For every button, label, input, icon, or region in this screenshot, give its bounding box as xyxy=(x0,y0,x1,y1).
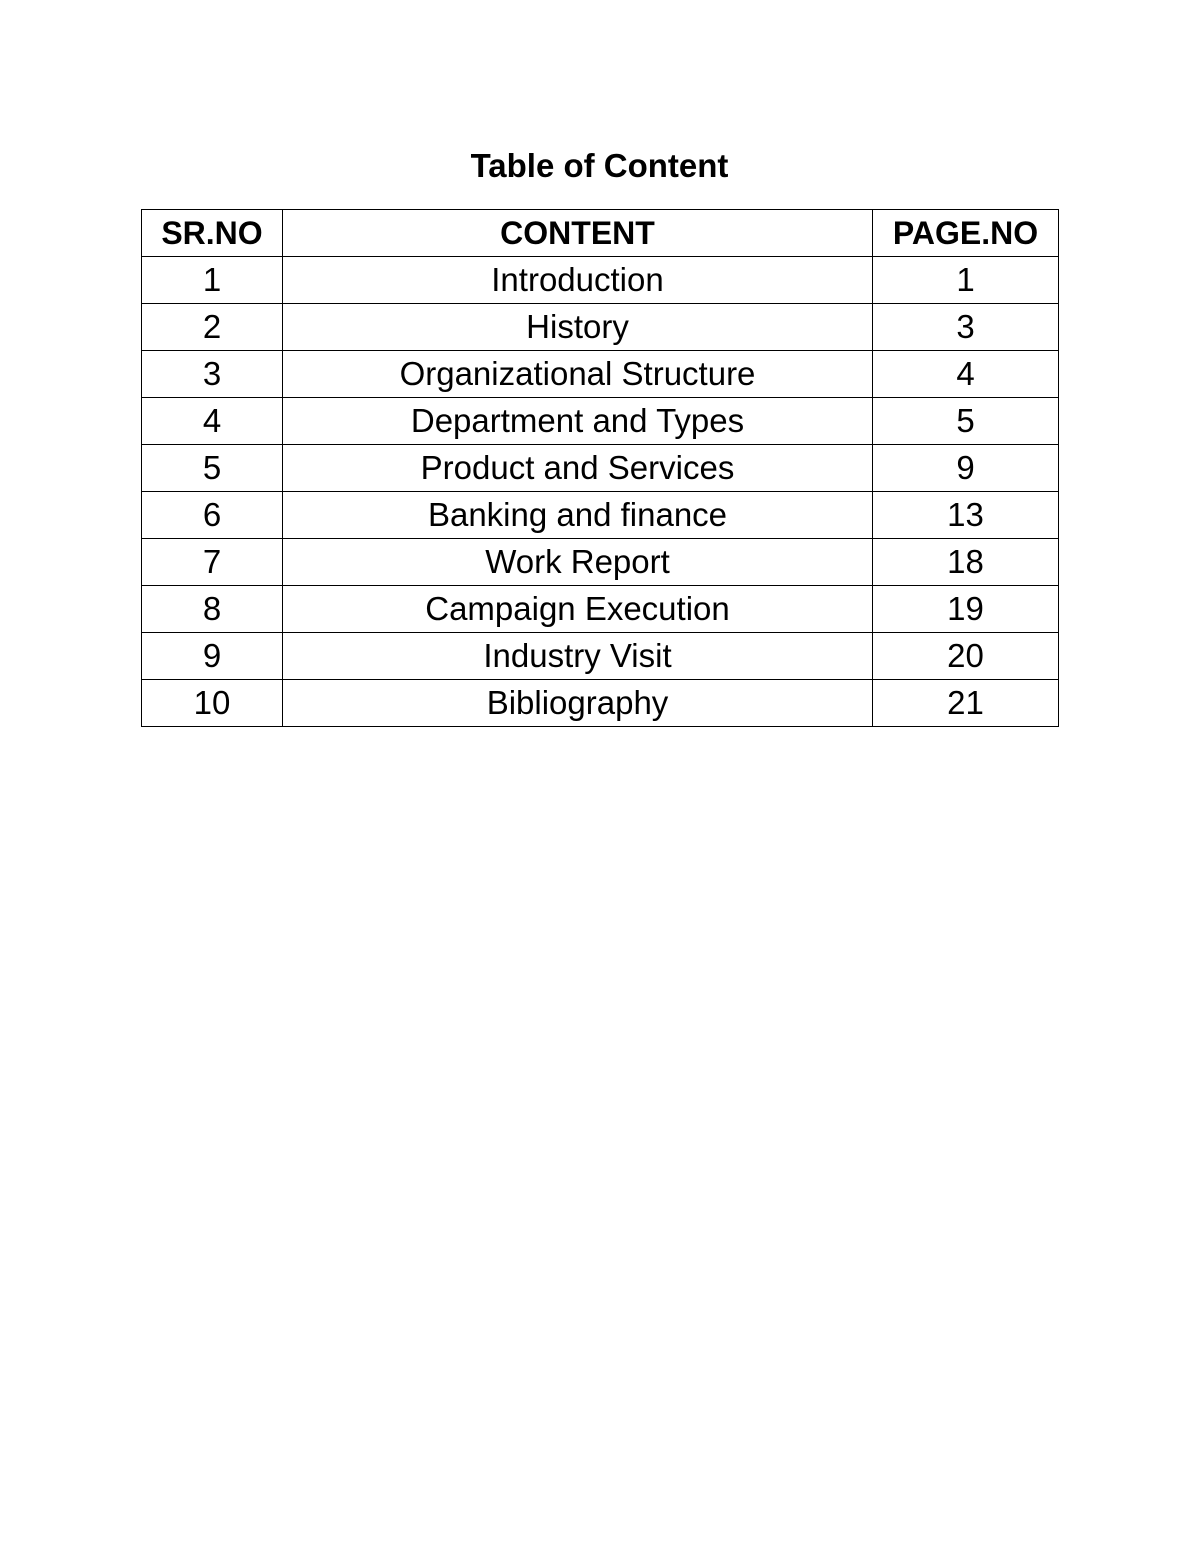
content-cell: Product and Services xyxy=(283,445,873,492)
table-row xyxy=(142,539,1059,586)
sr-no-cell: 7 xyxy=(142,539,283,586)
content-cell: Campaign Execution xyxy=(283,586,873,633)
sr-no-cell: 8 xyxy=(142,586,283,633)
sr-no-cell: 10 xyxy=(142,680,283,727)
table-row xyxy=(142,398,1059,445)
page-no-cell: 18 xyxy=(873,539,1059,586)
content-cell: History xyxy=(283,304,873,351)
page-no-cell: 3 xyxy=(873,304,1059,351)
content-cell: Banking and finance xyxy=(283,492,873,539)
sr-no-cell: 2 xyxy=(142,304,283,351)
table-of-contents xyxy=(141,209,1059,727)
sr-no-cell: 1 xyxy=(142,257,283,304)
sr-no-cell: 4 xyxy=(142,398,283,445)
page-no-cell: 4 xyxy=(873,351,1059,398)
content-cell: Work Report xyxy=(283,539,873,586)
column-header-page-no: PAGE.NO xyxy=(873,210,1059,257)
page-no-cell: 20 xyxy=(873,633,1059,680)
content-cell: Industry Visit xyxy=(283,633,873,680)
page-no-cell: 9 xyxy=(873,445,1059,492)
content-cell: Bibliography xyxy=(283,680,873,727)
table-row xyxy=(142,680,1059,727)
sr-no-cell: 6 xyxy=(142,492,283,539)
page-no-cell: 1 xyxy=(873,257,1059,304)
page-no-cell: 19 xyxy=(873,586,1059,633)
table-row xyxy=(142,633,1059,680)
table-row xyxy=(142,586,1059,633)
table-row xyxy=(142,351,1059,398)
table-row xyxy=(142,257,1059,304)
sr-no-cell: 9 xyxy=(142,633,283,680)
content-cell: Introduction xyxy=(283,257,873,304)
content-cell: Department and Types xyxy=(283,398,873,445)
sr-no-cell: 5 xyxy=(142,445,283,492)
content-cell: Organizational Structure xyxy=(283,351,873,398)
table-row xyxy=(142,492,1059,539)
table-header-row xyxy=(142,210,1059,257)
page-no-cell: 13 xyxy=(873,492,1059,539)
page-no-cell: 21 xyxy=(873,680,1059,727)
column-header-sr-no: SR.NO xyxy=(142,210,283,257)
page-title: Table of Content xyxy=(470,147,729,184)
table-row xyxy=(142,445,1059,492)
sr-no-cell: 3 xyxy=(142,351,283,398)
table-row xyxy=(142,304,1059,351)
page-no-cell: 5 xyxy=(873,398,1059,445)
column-header-content: CONTENT xyxy=(283,210,873,257)
